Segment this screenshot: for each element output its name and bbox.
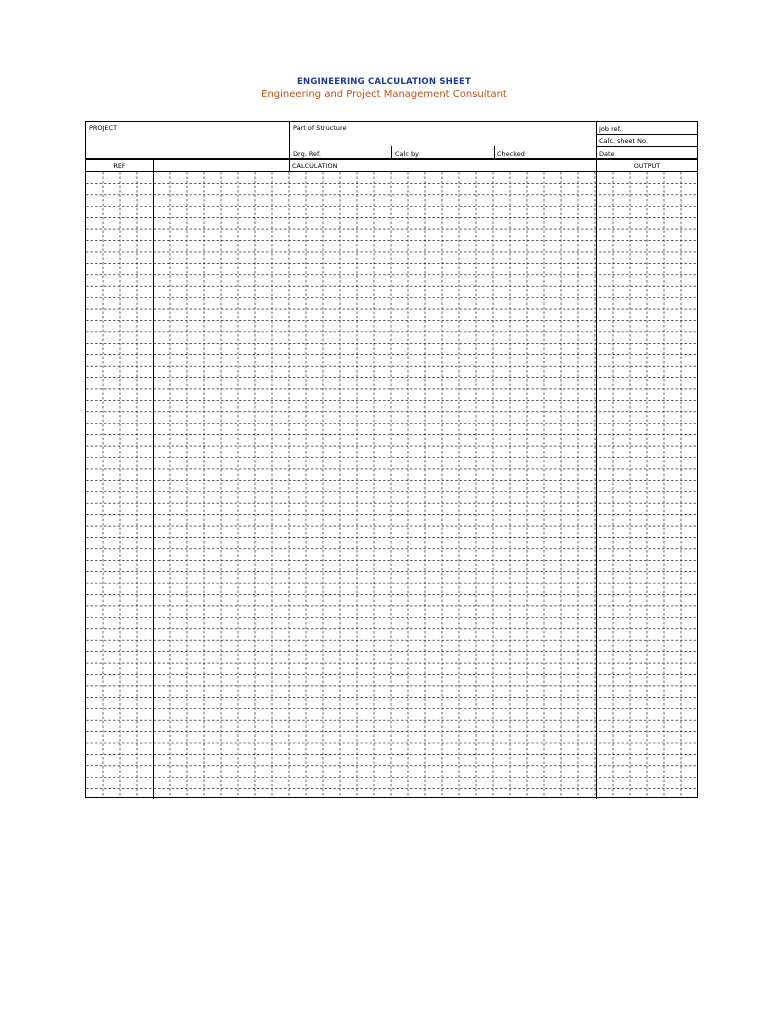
drg-ref-label: Drg. Ref. [293,150,321,158]
calculation-column-header: CALCULATION [292,162,338,170]
project-label: PROJECT [89,124,118,132]
job-ref-label: Job ref. [599,125,622,133]
date-label: Date [599,150,615,158]
calc-by-label: Calc by [395,150,419,158]
page-title: ENGINEERING CALCULATION SHEET [297,77,471,87]
output-column-header: OUTPUT [633,162,661,170]
page-subtitle: Engineering and Project Management Consultant [261,89,507,100]
calculation-sheet [85,121,698,798]
checked-label: Checked [497,150,525,158]
dashed-grid [86,122,697,797]
ref-column-header: REF [113,162,126,170]
part-of-structure-label: Part of Structure [293,124,347,132]
calc-sheet-no-label: Calc. sheet No. [599,137,648,145]
